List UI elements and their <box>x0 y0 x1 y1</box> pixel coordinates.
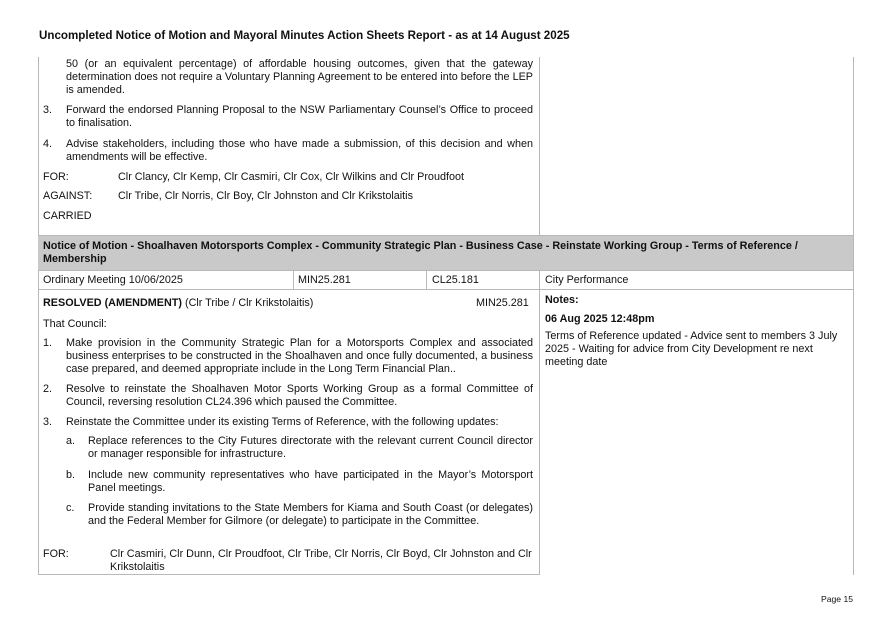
row-divider <box>38 270 853 271</box>
item-text: Forward the endorsed Planning Proposal to the NSW Parliamentary Counsel’s Office to proceed to finalisation. <box>66 104 533 129</box>
item-text: Replace references to the City Futures directorate with the relevant current Council director or manager responsible for infrastructure. <box>88 435 533 460</box>
table-bottom-border <box>38 574 539 575</box>
row-divider <box>38 289 853 290</box>
table-right-border <box>853 57 854 575</box>
for-label: FOR: <box>43 171 69 183</box>
item-text: Include new community representatives who have participated in the Mayor’s Motorsport Panel meetings. <box>88 469 533 494</box>
note-date: 06 Aug 2025 12:48pm <box>545 313 655 325</box>
item-text: Advise stakeholders, including those who have made a submission, of this decision and when amendments will be effective. <box>66 138 533 163</box>
notes-label: Notes: <box>545 294 579 306</box>
table-left-border <box>38 57 39 575</box>
item-number: 3. <box>43 104 53 116</box>
result-status: CARRIED <box>43 210 92 222</box>
item-letter: b. <box>66 469 76 481</box>
cl-ref-cell: CL25.181 <box>432 274 479 286</box>
resolved-movers: (Clr Tribe / Clr Krikstolaitis) <box>184 297 314 309</box>
item-number: 4. <box>43 138 53 150</box>
resolved-min-ref: MIN25.281 <box>476 297 529 309</box>
for-names: Clr Casmiri, Clr Dunn, Clr Proudfoot, Clr Tribe, Clr Norris, Clr Boyd, Clr Johnston and Clr Krikstolaitis <box>110 548 532 573</box>
item-letter: a. <box>66 435 76 447</box>
meta-divider <box>293 270 294 289</box>
item-number: 2. <box>43 383 53 395</box>
motion-header <box>38 236 853 270</box>
table-column-divider <box>539 57 540 575</box>
item-number: 3. <box>43 416 53 428</box>
against-names: Clr Tribe, Clr Norris, Clr Boy, Clr Johnston and Clr Krikstolaitis <box>118 190 413 202</box>
item-text: Resolve to reinstate the Shoalhaven Motor Sports Working Group as a formal Committee of Council, reversing resolution CL24.396 which paused the Committee. <box>66 383 533 408</box>
item-letter: c. <box>66 502 75 514</box>
directorate-cell: City Performance <box>545 274 629 286</box>
resolution-heading <box>43 297 313 310</box>
item-text: Reinstate the Committee under its existing Terms of Reference, with the following updates: <box>66 416 499 428</box>
note-text: Terms of Reference updated - Advice sent to members 3 July 2025 - Waiting for advice from City Development re next meeting date <box>545 330 838 368</box>
min-ref-cell: MIN25.281 <box>298 274 351 286</box>
prev-continuation-text: 50 (or an equivalent percentage) of affordable housing outcomes, given that the gateway determination does not require a Voluntary Planning Agreement to be entered into before the LEP is amended. <box>66 58 533 96</box>
resolved-label: RESOLVED (AMENDMENT) <box>43 297 182 309</box>
item-text: Provide standing invitations to the State Members for Kiama and South Coast (or delegates) and the Federal Member for Gilmore (or delegate) to participate in the Committee. <box>88 502 533 527</box>
intro-text: That Council: <box>43 318 107 330</box>
motion-title: Notice of Motion - Shoalhaven Motorsports Complex - Community Strategic Plan - Business Case - Reinstate Working Group - Terms of Reference / Membership <box>43 240 798 265</box>
meeting-cell: Ordinary Meeting 10/06/2025 <box>43 274 183 286</box>
item-number: 1. <box>43 337 53 349</box>
against-label: AGAINST: <box>43 190 93 202</box>
report-title: Uncompleted Notice of Motion and Mayoral Minutes Action Sheets Report - as at 14 August 2025 <box>39 29 570 42</box>
for-names: Clr Clancy, Clr Kemp, Clr Casmiri, Clr Cox, Clr Wilkins and Clr Proudfoot <box>118 171 464 183</box>
for-label: FOR: <box>43 548 69 560</box>
meta-divider <box>426 270 427 289</box>
item-text: Make provision in the Community Strategic Plan for a Motorsports Complex and associated business enterprises to be constructed in the Shoalhaven and once fully documented, a business case prepared, and deemed appropriate include in the Long Term Financial Plan.. <box>66 337 533 375</box>
page-number: Page 15 <box>821 594 854 604</box>
